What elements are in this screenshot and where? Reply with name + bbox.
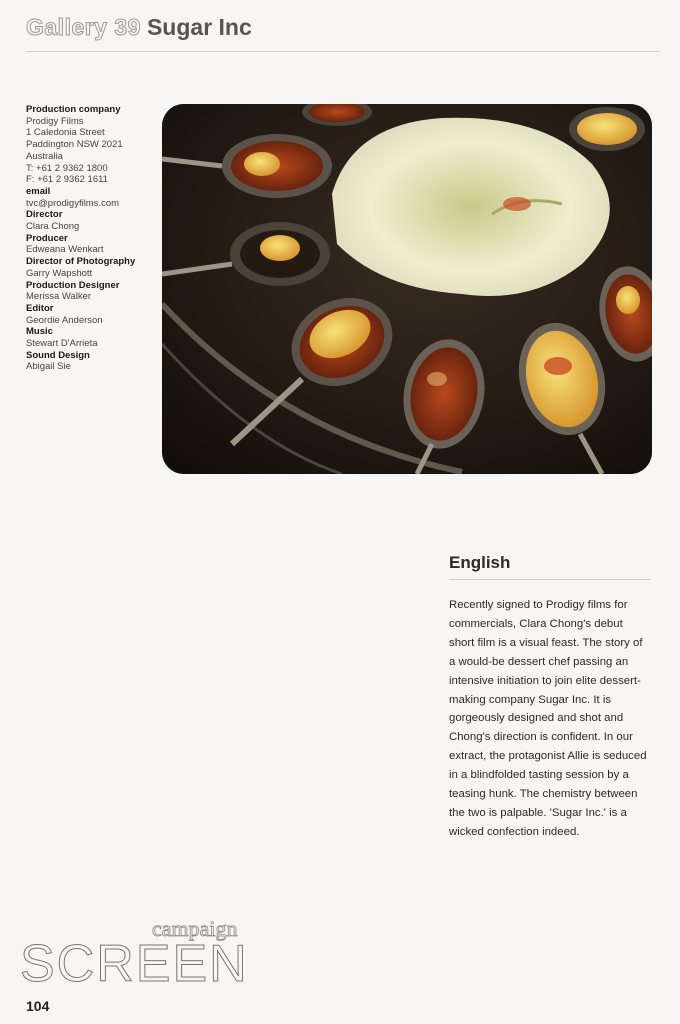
campaign-logo-text: campaign [152,916,238,941]
credit-email [26,186,156,209]
page-title: Sugar Inc [146,14,252,40]
dessert-spoons-illustration [162,104,652,474]
credit-value: F: +61 2 9362 1611 [26,174,108,186]
credit-production-designer [26,280,156,303]
credit-music [26,326,156,349]
credit-label: Director of Photography [26,256,136,268]
credit-value: Paddington NSW 2021 [26,139,123,151]
credit-value: tvc@prodigyfilms.com [26,197,120,209]
credit-value: Edweana Wenkart [26,244,104,256]
section-heading-english: English [449,553,511,572]
credit-label: Producer [26,232,68,244]
credit-sound-design [26,350,156,373]
credit-value: 1 Caledonia Street [26,127,105,139]
credit-value: Clara Chong [26,221,80,233]
screen-logo-text: SCREEN [20,935,249,993]
credit-value: T: +61 2 9362 1800 [26,162,108,174]
credit-value: Garry Wapshott [26,267,93,279]
credit-editor [26,303,156,326]
credit-label: Sound Design [26,349,90,361]
credit-label: Director [26,209,63,221]
credit-label: Music [26,326,53,338]
gallery-label: Gallery 39 [26,14,141,40]
credit-label: Production company [26,104,121,115]
gallery-header [26,14,252,41]
credit-director-of-photography [26,256,156,279]
film-still-image [162,104,652,474]
credit-value: Abigail Sie [26,361,71,373]
credit-value: Australia [26,150,63,162]
credit-production-company [26,104,156,186]
credit-label: email [26,185,51,197]
credit-director [26,209,156,232]
page-number: 104 [26,998,50,1014]
credit-value: Prodigy Films [26,115,84,127]
header-divider [26,51,660,52]
section-divider [449,579,650,580]
credit-value: Geordie Anderson [26,314,103,326]
credit-value: Stewart D'Arrieta [26,338,98,350]
credits-list [26,104,156,373]
credit-value: Merissa Walker [26,291,92,303]
credit-label: Editor [26,302,54,314]
credit-producer [26,233,156,256]
english-body-text: Recently signed to Prodigy films for commercials, Clara Chong's debut short film is a visual feast. The story of a would-be dessert chef passing an intensive initiation to join elite dessert-making company Sugar Inc. It is gorgeously designed and shot and Chong's direction is confident. In our extract, the protagonist Allie is seduced in a blindfolded tasting session by a teasing hunk. The chemistry between the two is palpable. 'Sugar Inc.' is a wicked confection indeed. [449,599,647,838]
credit-label: Production Designer [26,279,120,291]
